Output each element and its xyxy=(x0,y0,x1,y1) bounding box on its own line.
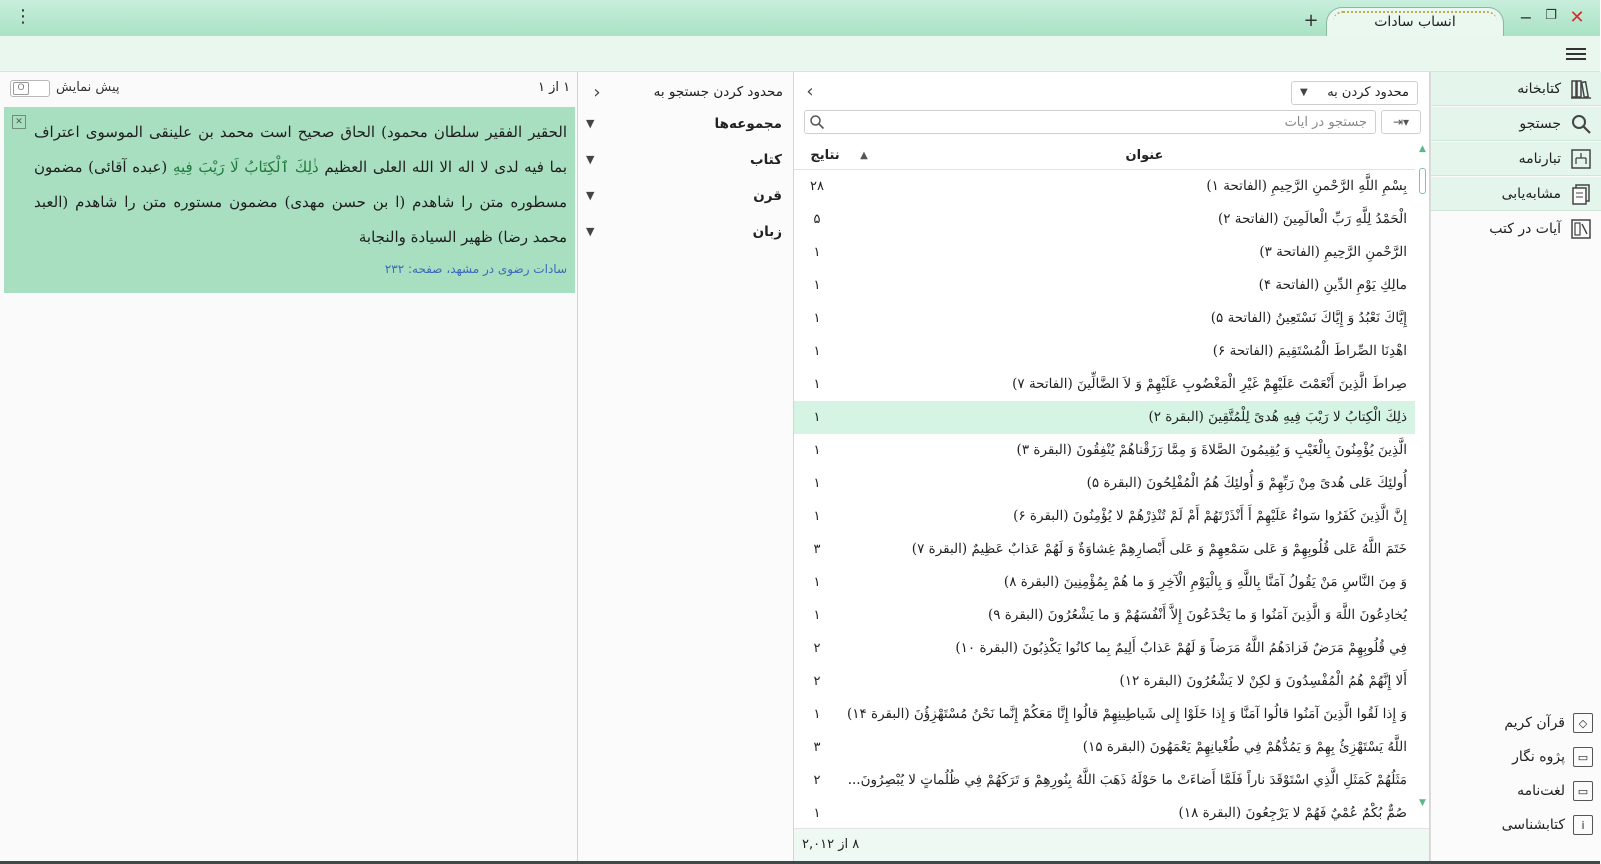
row-count: ۱ xyxy=(813,443,821,458)
row-count: ۱ xyxy=(813,278,821,293)
row-title: ذلِكَ الْكِتابُ لا رَيْبَ فِيهِ هُدىً لِلْمُتَّقِينَ (البقرة ۲) xyxy=(1148,409,1407,425)
sidebar-item-similarity[interactable] xyxy=(1431,177,1601,211)
preview-card xyxy=(4,107,575,293)
row-title: صِراطَ الَّذِينَ أَنْعَمْتَ عَلَيْهِمْ غَيْرِ الْمَغْضُوبِ عَلَيْهِمْ وَ لاَ الضَّالِّينَ (الفاتحة ۷) xyxy=(1012,376,1407,392)
row-title: إِيَّاكَ نَعْبُدُ وَ إِيَّاكَ نَسْتَعِينُ (الفاتحة ۵) xyxy=(1210,310,1407,326)
filter-title: محدود کردن جستجو به xyxy=(653,84,783,100)
row-title: أُولئِكَ عَلى هُدىً مِنْ رَبِّهِمْ وَ أُولئِكَ هُمُ الْمُفْلِحُونَ (البقرة ۵) xyxy=(1086,475,1407,491)
table-row[interactable] xyxy=(794,335,1415,368)
row-count: ۱ xyxy=(813,575,821,590)
title-bar xyxy=(0,0,1600,36)
table-row[interactable] xyxy=(794,698,1415,731)
facet-label: زبان xyxy=(752,224,782,240)
row-title: بِسْمِ اللَّهِ الرَّحْمنِ الرَّحِيمِ (الفاتحة ۱) xyxy=(1206,178,1407,194)
facet-label: قرن xyxy=(753,188,782,204)
sort-icon[interactable]: ▲ xyxy=(860,150,868,161)
toolbar xyxy=(0,36,1600,72)
row-title: يُخادِعُونَ اللَّهَ وَ الَّذِينَ آمَنُوا وَ ما يَخْدَعُونَ إِلاَّ أَنْفُسَهُمْ وَ ما يَشْعُرُونَ (البقرة ۹) xyxy=(987,607,1407,623)
table-row[interactable] xyxy=(794,368,1415,401)
facet-collections[interactable] xyxy=(578,110,794,138)
row-count: ۱ xyxy=(813,377,821,392)
maximize-button[interactable]: ❐ xyxy=(1545,8,1557,23)
facet-book[interactable] xyxy=(578,146,794,174)
search-box xyxy=(804,110,1376,134)
toggle-knob: O xyxy=(13,82,29,95)
row-count: ۲۸ xyxy=(810,179,824,194)
row-title: اهْدِنَا الصِّراطَ الْمُسْتَقِيمَ (الفاتحة ۶) xyxy=(1212,343,1407,359)
table-row[interactable] xyxy=(794,401,1415,434)
bibliography-icon: i xyxy=(1573,815,1593,835)
table-row[interactable] xyxy=(794,236,1415,269)
table-row[interactable] xyxy=(794,302,1415,335)
table-row[interactable] xyxy=(794,599,1415,632)
source-link[interactable]: سادات رضوی در مشهد، صفحه: ۲۳۲ xyxy=(384,262,567,276)
search-icon xyxy=(1569,112,1593,136)
new-tab-button[interactable]: + xyxy=(1303,10,1319,31)
sidebar-item-quran[interactable] xyxy=(1431,706,1601,740)
similarity-icon xyxy=(1569,182,1593,206)
family-tree-icon xyxy=(1569,147,1593,171)
sidebar-item-library[interactable] xyxy=(1431,72,1601,106)
filter-panel xyxy=(577,72,793,861)
column-title[interactable]: عنوان xyxy=(1125,148,1164,163)
app-menu-icon[interactable]: ⋮ xyxy=(14,6,32,27)
row-title: أَلا إِنَّهُمْ هُمُ الْمُفْسِدُونَ وَ لكِنْ لا يَشْعُرُونَ (البقرة ۱۲) xyxy=(1119,673,1407,689)
search-input[interactable] xyxy=(831,111,1371,133)
sidebar-item-label: پژوه نگار xyxy=(1512,749,1565,765)
preview-label: پیش نمایش xyxy=(56,80,120,95)
sidebar-item-label: تبارنامه xyxy=(1518,150,1561,167)
scroll-down-icon[interactable]: ▼ xyxy=(1419,798,1426,808)
preview-text-after: (عبده آقائی) مضمون مسطوره متن را شاهدم (ا بن حسن مهدی) مضمون مستوره متن را شاهدم (العبد محمد رضا) ظهیر السیادة والنجابة xyxy=(34,158,567,246)
row-count: ۳ xyxy=(813,542,821,557)
restrict-to-label: محدود کردن به xyxy=(1327,85,1409,100)
chevron-left-icon[interactable]: ‹ xyxy=(806,81,814,102)
row-title: الرَّحْمنِ الرَّحِيمِ (الفاتحة ۳) xyxy=(1259,244,1407,260)
sidebar-item-label: قرآن کریم xyxy=(1504,715,1565,731)
chevron-down-icon: ▼ xyxy=(586,117,595,130)
page-indicator: ۱ از ۱ xyxy=(538,80,571,95)
column-results[interactable]: نتایج xyxy=(810,148,840,163)
scrollbar-thumb[interactable] xyxy=(1419,168,1426,194)
sidebar-item-family-tree[interactable] xyxy=(1431,142,1601,176)
verses-in-books-icon xyxy=(1569,217,1593,241)
row-count: ۱ xyxy=(813,608,821,623)
highlighted-ayah[interactable]: ذٰلِكَ ٱلْكِتَابُ لَا رَيْبَ فِيهِ xyxy=(172,158,319,176)
hamburger-menu-icon[interactable] xyxy=(1566,45,1586,63)
row-title: إِنَّ الَّذِينَ كَفَرُوا سَواءٌ عَلَيْهِمْ أَ أَنْذَرْتَهُمْ أَمْ لَمْ تُنْذِرْهُمْ لا يُؤْمِنُونَ (البقرة ۶) xyxy=(1013,508,1407,524)
sidebar-item-label: کتابخانه xyxy=(1517,80,1561,97)
search-mode-dropdown[interactable]: ⇥▾ xyxy=(1381,110,1421,134)
row-count: ۱ xyxy=(813,410,821,425)
chevron-down-icon: ▼ xyxy=(586,189,595,202)
chevron-down-icon: ▼ xyxy=(586,153,595,166)
table-row[interactable] xyxy=(794,500,1415,533)
facet-century[interactable] xyxy=(578,182,794,210)
chevron-right-icon[interactable]: › xyxy=(593,82,601,103)
vertical-scrollbar[interactable] xyxy=(1416,144,1429,808)
table-row[interactable] xyxy=(794,170,1415,203)
row-title: اللَّهُ يَسْتَهْزِئُ بِهِمْ وَ يَمُدُّهُمْ فِي طُغْيانِهِمْ يَعْمَهُونَ (البقرة ۱۵) xyxy=(1082,739,1407,755)
library-icon xyxy=(1569,77,1593,101)
results-list xyxy=(794,170,1415,832)
sidebar-item-label: مشابه‌یابی xyxy=(1501,185,1561,202)
row-title: خَتَمَ اللَّهُ عَلى قُلُوبِهِمْ وَ عَلى سَمْعِهِمْ وَ عَلى أَبْصارِهِمْ غِشاوَةٌ وَ لَهُمْ عَذابٌ عَظِيمٌ (البقرة ۷) xyxy=(911,541,1407,557)
row-count: ۱ xyxy=(813,311,821,326)
scroll-up-icon[interactable]: ▲ xyxy=(1419,144,1426,154)
row-title: وَ مِنَ النَّاسِ مَنْ يَقُولُ آمَنَّا بِاللَّهِ وَ بِالْيَوْمِ الْآخِرِ وَ ما هُمْ بِمُؤْمِنِينَ (البقرة ۸) xyxy=(1003,574,1407,590)
row-title: صُمٌّ بُكْمٌ عُمْيٌ فَهُمْ لا يَرْجِعُونَ (البقرة ۱۸) xyxy=(1178,805,1407,821)
row-count: ۱ xyxy=(813,806,821,821)
preview-toggle[interactable] xyxy=(10,80,50,97)
facet-label: مجموعه‌ها xyxy=(714,116,782,132)
sidebar-item-label: جستجو xyxy=(1519,115,1561,132)
sidebar xyxy=(1430,72,1600,864)
sidebar-item-dictionary[interactable] xyxy=(1431,774,1601,808)
table-header xyxy=(794,142,1415,170)
row-title: مَثَلُهُمْ كَمَثَلِ الَّذِي اسْتَوْقَدَ ناراً فَلَمَّا أَضاءَتْ ما حَوْلَهُ ذَهَبَ اللَّهُ بِنُورِهِمْ وَ تَرَكَهُمْ فِي ظُلُماتٍ لا يُبْصِرُونَ... xyxy=(847,772,1407,788)
row-count: ۲ xyxy=(813,773,821,788)
search-icon[interactable] xyxy=(809,114,825,130)
dictionary-icon: ▭ xyxy=(1573,781,1593,801)
preview-header xyxy=(0,72,577,106)
table-row[interactable] xyxy=(794,269,1415,302)
restrict-to-dropdown[interactable] xyxy=(1291,81,1418,105)
row-title: وَ إِذا لَقُوا الَّذِينَ آمَنُوا قالُوا آمَنَّا وَ إِذا خَلَوْا إِلى شَياطِينِهِمْ قالُوا إِنَّا مَعَكُمْ إِنَّما نَحْنُ مُسْتَهْزِؤُنَ (البقرة ۱۴) xyxy=(846,706,1407,722)
row-count: ۳ xyxy=(813,740,821,755)
results-panel xyxy=(793,72,1430,861)
research-notes-icon: ▭ xyxy=(1573,747,1593,767)
close-button[interactable]: ✕ xyxy=(1569,7,1585,28)
quran-icon: ◇ xyxy=(1573,713,1593,733)
table-row[interactable] xyxy=(794,434,1415,467)
sidebar-item-verses-in-books[interactable] xyxy=(1431,212,1601,246)
row-title: فِي قُلُوبِهِمْ مَرَضٌ فَزادَهُمُ اللَّهُ مَرَضاً وَ لَهُمْ عَذابٌ أَلِيمٌ بِما كانُوا يَكْذِبُونَ (البقرة ۱۰) xyxy=(955,640,1407,656)
table-row[interactable] xyxy=(794,665,1415,698)
table-row[interactable] xyxy=(794,533,1415,566)
sidebar-item-label: لغت‌نامه xyxy=(1517,783,1565,799)
row-count: ۱ xyxy=(813,344,821,359)
sidebar-item-bibliography[interactable] xyxy=(1431,808,1601,842)
chevron-down-icon: ▼ xyxy=(1300,87,1308,98)
row-count: ۱ xyxy=(813,509,821,524)
row-count: ۲ xyxy=(813,674,821,689)
table-row[interactable] xyxy=(794,467,1415,500)
table-row[interactable] xyxy=(794,632,1415,665)
sidebar-item-research-notes[interactable] xyxy=(1431,740,1601,774)
row-title: الْحَمْدُ لِلَّهِ رَبِّ الْعالَمِينَ (الفاتحة ۲) xyxy=(1217,211,1407,227)
row-count: ۱ xyxy=(813,707,821,722)
table-row[interactable] xyxy=(794,764,1415,797)
results-footer xyxy=(794,828,1429,861)
results-count: ۸ از ۲,۰۱۲ xyxy=(802,837,860,852)
row-count: ۵ xyxy=(813,212,821,227)
minimize-button[interactable]: − xyxy=(1519,8,1533,27)
sidebar-item-label: آیات در کتب xyxy=(1489,221,1561,237)
table-row[interactable] xyxy=(794,566,1415,599)
facet-language[interactable] xyxy=(578,218,794,246)
close-icon[interactable]: ✕ xyxy=(12,115,26,129)
row-count: ۱ xyxy=(813,245,821,260)
app-tab[interactable] xyxy=(1326,7,1504,36)
facet-label: کتاب xyxy=(750,152,782,168)
preview-panel xyxy=(0,72,577,861)
chevron-down-icon: ▼ xyxy=(586,225,595,238)
sidebar-item-search[interactable] xyxy=(1431,107,1601,141)
row-title: الَّذِينَ يُؤْمِنُونَ بِالْغَيْبِ وَ يُقِيمُونَ الصَّلاةَ وَ مِمَّا رَزَقْناهُمْ يُنْفِقُونَ (البقرة ۳) xyxy=(1016,442,1407,458)
sidebar-item-label: کتابشناسی xyxy=(1501,817,1565,833)
table-row[interactable] xyxy=(794,797,1415,830)
app-tab-title: انساب سادات xyxy=(1374,14,1456,30)
row-count: ۲ xyxy=(813,641,821,656)
preview-text-before: الحقیر الفقیر سلطان محمود) الحاق صحیح است محمد بن علینقی الموسوی اعتراف بما فیه لدی لا اله الا الله العلی العظیم xyxy=(34,123,567,176)
table-row[interactable] xyxy=(794,731,1415,764)
preview-text xyxy=(34,115,567,255)
row-count: ۱ xyxy=(813,476,821,491)
row-title: مالِكِ يَوْمِ الدِّينِ (الفاتحة ۴) xyxy=(1258,277,1407,293)
table-row[interactable] xyxy=(794,203,1415,236)
